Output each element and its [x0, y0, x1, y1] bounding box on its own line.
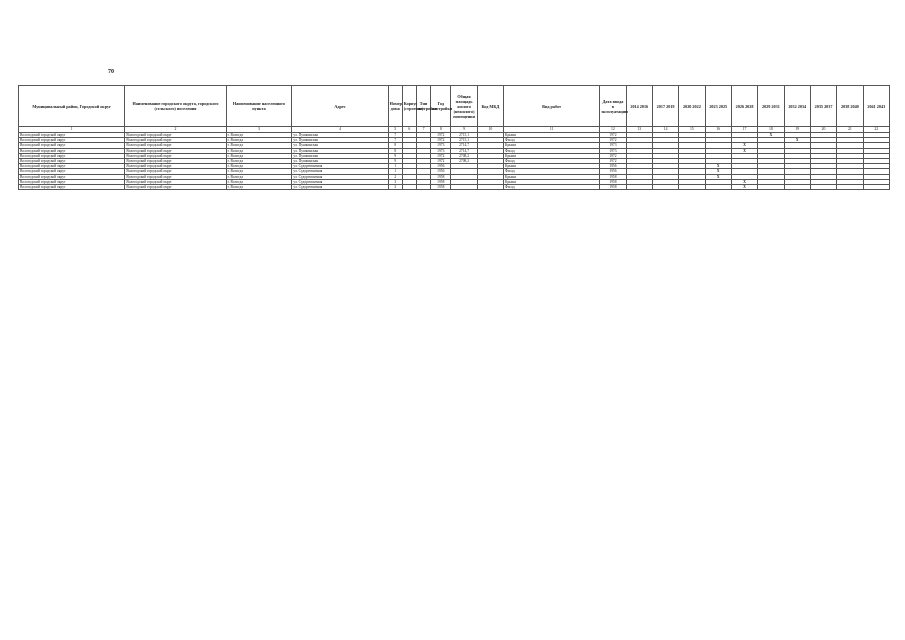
column-header: Год постройки: [431, 86, 451, 127]
table-cell: 2715,1: [451, 138, 477, 143]
table-cell: ул. Судоремонтная: [292, 179, 388, 184]
table-cell: 1972: [431, 159, 451, 164]
table-cell: Фасад: [504, 169, 600, 174]
table-cell: X: [705, 169, 731, 174]
table-cell: 1973: [600, 148, 626, 153]
table-cell: X: [784, 138, 810, 143]
table-cell: ул. Пушкинская: [292, 138, 388, 143]
table-cell: X: [758, 133, 784, 138]
column-number: 1: [19, 127, 125, 133]
table-cell: Вологодский городской округ: [125, 174, 226, 179]
table-cell: 1: [388, 164, 402, 169]
table-cell: 1973: [431, 143, 451, 148]
column-header: Муниципальный район, Городской округ: [19, 86, 125, 127]
column-header: Адрес: [292, 86, 388, 127]
table-body: [19, 127, 890, 190]
table-cell: г. Вологда: [226, 133, 292, 138]
table-cell: Вологодский городской округ: [125, 138, 226, 143]
table-cell: 1956: [600, 169, 626, 174]
table-cell: Вологодский городской округ: [19, 138, 125, 143]
table-cell: г. Вологда: [226, 148, 292, 153]
table-cell: г. Вологда: [226, 179, 292, 184]
column-number: 14: [652, 127, 678, 133]
table-cell: Вологодский городской округ: [125, 159, 226, 164]
table-cell: г. Вологда: [226, 164, 292, 169]
table-cell: Вологодский городской округ: [19, 159, 125, 164]
column-number: 22: [863, 127, 889, 133]
column-number: 21: [837, 127, 863, 133]
column-number: 17: [731, 127, 757, 133]
table-cell: 8: [388, 143, 402, 148]
table-cell: Вологодский городской округ: [19, 169, 125, 174]
table-cell: 3: [388, 185, 402, 190]
table-cell: 1972: [431, 133, 451, 138]
table-cell: Вологодский городской округ: [125, 179, 226, 184]
table-cell: 7: [388, 133, 402, 138]
column-number: 19: [784, 127, 810, 133]
column-number: 7: [416, 127, 430, 133]
table-cell: X: [705, 164, 731, 169]
table-cell: 2714,7: [451, 148, 477, 153]
column-header: Наименование населенного пункта: [226, 86, 292, 127]
table-cell: ул. Пушкинская: [292, 143, 388, 148]
table-cell: г. Вологда: [226, 153, 292, 158]
table-cell: ул. Пушкинская: [292, 153, 388, 158]
table-cell: 1956: [431, 169, 451, 174]
table-cell: [863, 185, 889, 190]
table-cell: 1972: [600, 138, 626, 143]
column-header: 2032 2034: [784, 86, 810, 127]
table-cell: Фасад: [504, 159, 600, 164]
table-cell: ул. Пушкинская: [292, 148, 388, 153]
table-cell: Крыша: [504, 153, 600, 158]
table-cell: Вологодский городской округ: [19, 164, 125, 169]
table-cell: 1958: [431, 179, 451, 184]
table-cell: 2708,2: [451, 159, 477, 164]
table-cell: 1958: [431, 174, 451, 179]
table-cell: [705, 185, 731, 190]
column-header: 2038 2040: [837, 86, 863, 127]
table-cell: Вологодский городской округ: [125, 133, 226, 138]
table-cell: Вологодский городской округ: [125, 169, 226, 174]
header-row: [19, 86, 890, 127]
table-cell: X: [731, 179, 757, 184]
table-cell: ул. Пушкинская: [292, 159, 388, 164]
table-cell: 2714,7: [451, 143, 477, 148]
column-header: Дата ввода в эксплуатацию: [600, 86, 626, 127]
column-header: Наименование городского округа, городского (сельского) поселения: [125, 86, 226, 127]
table-cell: X: [705, 174, 731, 179]
table-cell: 2715,1: [451, 133, 477, 138]
column-number: 13: [626, 127, 652, 133]
table-cell: [652, 185, 678, 190]
table-cell: [837, 185, 863, 190]
table-cell: г. Вологда: [226, 159, 292, 164]
table-cell: [784, 185, 810, 190]
table-cell: 1958: [600, 179, 626, 184]
table-cell: 9: [388, 159, 402, 164]
table-cell: Крыша: [504, 133, 600, 138]
table-cell: г. Вологда: [226, 185, 292, 190]
table-cell: [810, 185, 836, 190]
table-cell: г. Вологда: [226, 169, 292, 174]
table-cell: ул. Судоремонтная: [292, 174, 388, 179]
table-cell: Вологодский городской округ: [125, 153, 226, 158]
table-cell: [402, 185, 416, 190]
table-cell: Фасад: [504, 138, 600, 143]
column-number: 9: [451, 127, 477, 133]
table-cell: [477, 185, 503, 190]
column-number: 18: [758, 127, 784, 133]
column-header: 2035 2037: [810, 86, 836, 127]
column-number: 2: [125, 127, 226, 133]
column-header: 2014 2016: [626, 86, 652, 127]
table-cell: Вологодский городской округ: [19, 148, 125, 153]
column-number: 6: [402, 127, 416, 133]
table-cell: ул. Судоремонтная: [292, 185, 388, 190]
column-number: 10: [477, 127, 503, 133]
column-header: Номер дома: [388, 86, 402, 127]
table-cell: 2: [388, 174, 402, 179]
column-header: 2026 2028: [731, 86, 757, 127]
column-number: 15: [679, 127, 705, 133]
table-cell: Вологодский городской округ: [19, 174, 125, 179]
table-cell: 1973: [600, 143, 626, 148]
table-cell: 2708,2: [451, 153, 477, 158]
table-cell: г. Вологда: [226, 143, 292, 148]
page-number: 70: [108, 69, 114, 75]
column-header: 2017 2019: [652, 86, 678, 127]
column-number: 16: [705, 127, 731, 133]
column-number: 4: [292, 127, 388, 133]
table-cell: [451, 185, 477, 190]
table-cell: г. Вологда: [226, 138, 292, 143]
column-header: Корпус (строение): [402, 86, 416, 127]
capital-repair-table: [18, 85, 890, 190]
table-cell: Крыша: [504, 143, 600, 148]
column-number: 20: [810, 127, 836, 133]
table-cell: 1958: [600, 185, 626, 190]
table-cell: Вологодский городской округ: [19, 185, 125, 190]
table-cell: Вологодский городской округ: [19, 133, 125, 138]
column-number: 5: [388, 127, 402, 133]
table-cell: 1972: [431, 153, 451, 158]
table-row: [19, 185, 890, 190]
table-cell: Вологодский городской округ: [125, 148, 226, 153]
column-header: 2029 2031: [758, 86, 784, 127]
table-cell: ул. Пушкинская: [292, 133, 388, 138]
table-cell: [626, 185, 652, 190]
table-cell: 1972: [600, 153, 626, 158]
table-cell: ул. Судоремонтная: [292, 164, 388, 169]
table-cell: 1973: [431, 148, 451, 153]
table-cell: Вологодский городской округ: [125, 143, 226, 148]
table-cell: 1: [388, 169, 402, 174]
column-number: 8: [431, 127, 451, 133]
table-cell: 8: [388, 148, 402, 153]
table-cell: 9: [388, 153, 402, 158]
table-cell: X: [731, 185, 757, 190]
table-cell: Вологодский городской округ: [125, 185, 226, 190]
table-cell: 1958: [431, 185, 451, 190]
table-cell: Крыша: [504, 174, 600, 179]
table-cell: [679, 185, 705, 190]
column-header: 2020 2022: [679, 86, 705, 127]
column-header: Тип застройки: [416, 86, 430, 127]
column-header: 2023 2025: [705, 86, 731, 127]
column-number: 11: [504, 127, 600, 133]
column-header: Вид работ: [504, 86, 600, 127]
table-cell: 1972: [600, 133, 626, 138]
table-cell: 1972: [431, 138, 451, 143]
table-cell: 1956: [600, 164, 626, 169]
table-cell: Крыша: [504, 179, 600, 184]
table-cell: [758, 185, 784, 190]
table-cell: 1972: [600, 159, 626, 164]
column-header: Код МКД: [477, 86, 503, 127]
table-cell: Вологодский городской округ: [125, 164, 226, 169]
column-number: 3: [226, 127, 292, 133]
table-cell: 1958: [600, 174, 626, 179]
table-cell: г. Вологда: [226, 174, 292, 179]
table-cell: Крыша: [504, 164, 600, 169]
table-cell: 1956: [431, 164, 451, 169]
table-cell: [416, 185, 430, 190]
column-header: Общая площадь жилого (нежилого) помещения: [451, 86, 477, 127]
column-number: 12: [600, 127, 626, 133]
table-cell: 7: [388, 138, 402, 143]
table-cell: X: [731, 148, 757, 153]
table-cell: Вологодский городской округ: [19, 153, 125, 158]
table-cell: ул. Судоремонтная: [292, 169, 388, 174]
table-cell: Фасад: [504, 148, 600, 153]
table-cell: Вологодский городской округ: [19, 179, 125, 184]
column-header: 2041 2043: [863, 86, 889, 127]
table-cell: 3: [388, 179, 402, 184]
table-cell: X: [731, 143, 757, 148]
table-cell: Вологодский городской округ: [19, 143, 125, 148]
table-cell: Фасад: [504, 185, 600, 190]
